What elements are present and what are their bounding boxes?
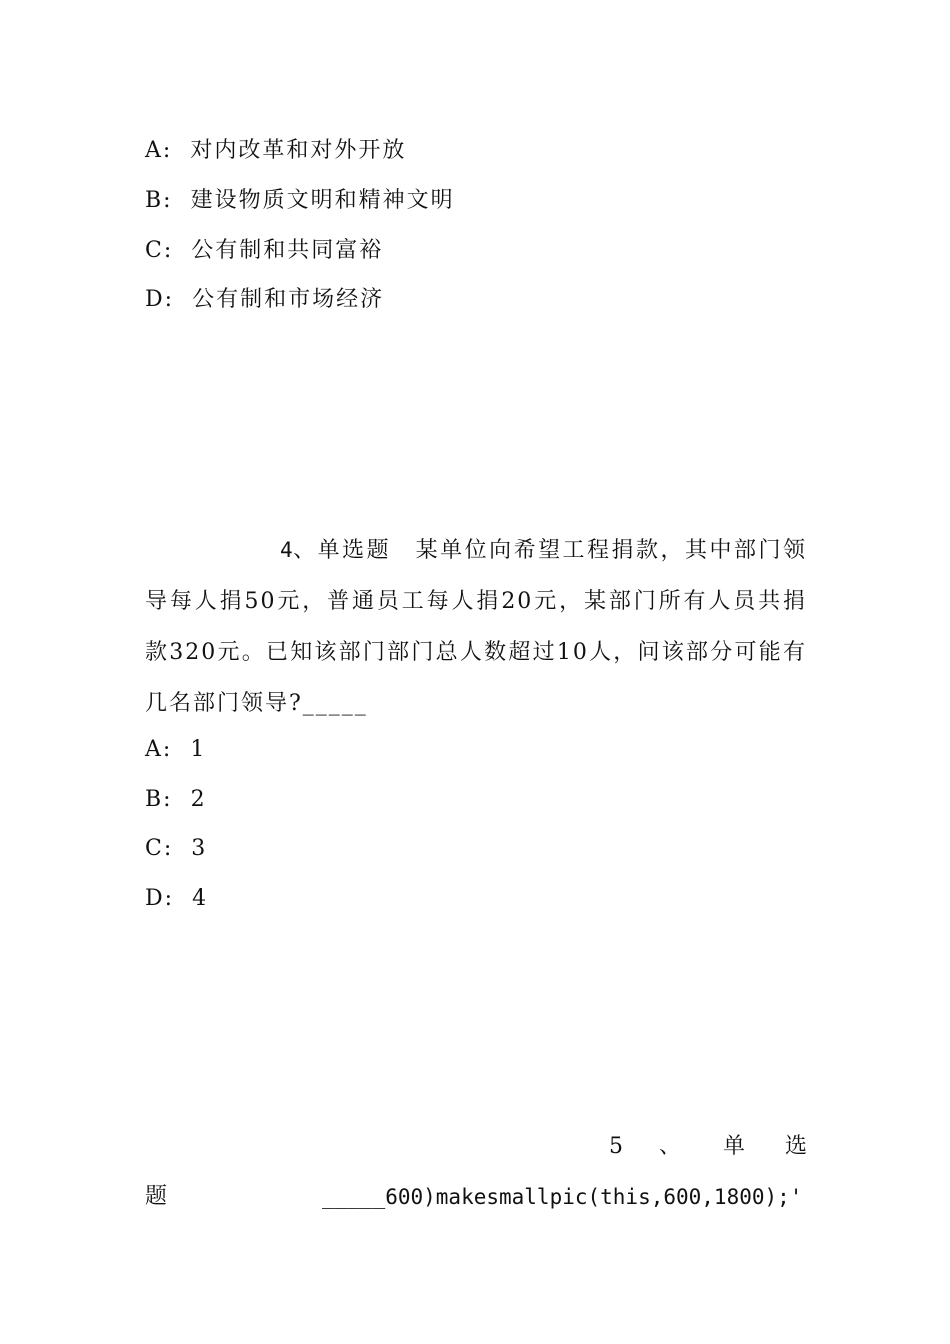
- q5-type-char-3: 题: [145, 1184, 168, 1209]
- q5-separator: 、: [658, 1134, 681, 1159]
- q5-type-char-2: 选: [784, 1134, 807, 1159]
- q5-header: [609, 1132, 807, 1162]
- q4-stem-text: 、单选题 某单位向希望工程捐款，其中部门领导每人捐50元，普通员工每人捐20元，某部门所有人员共捐款320元。已知该部门部门总人数超过10人，问该部分可能有几名部门领导?_____: [145, 538, 807, 716]
- q3-option-a: A: 对内改革和对外开放: [145, 138, 407, 163]
- q5-number: 5: [608, 1134, 623, 1159]
- q3-option-d: D: 公有制和市场经济: [145, 287, 385, 312]
- q4-option-b: B: 2: [145, 787, 207, 812]
- q4-option-d: D: 4: [145, 886, 209, 911]
- q4-option-c: C: 3: [145, 836, 208, 861]
- q3-option-c: C: 公有制和共同富裕: [145, 238, 384, 263]
- q4-number: 4: [280, 538, 293, 562]
- q5-type-char-1: 单: [722, 1134, 745, 1159]
- q5-code-text: _____600)makesmallpic(this,600,1800);': [322, 1185, 803, 1209]
- q4-option-a: A: 1: [145, 737, 207, 762]
- q4-stem: [145, 525, 807, 729]
- q3-option-b: B: 建设物质文明和精神文明: [145, 188, 455, 213]
